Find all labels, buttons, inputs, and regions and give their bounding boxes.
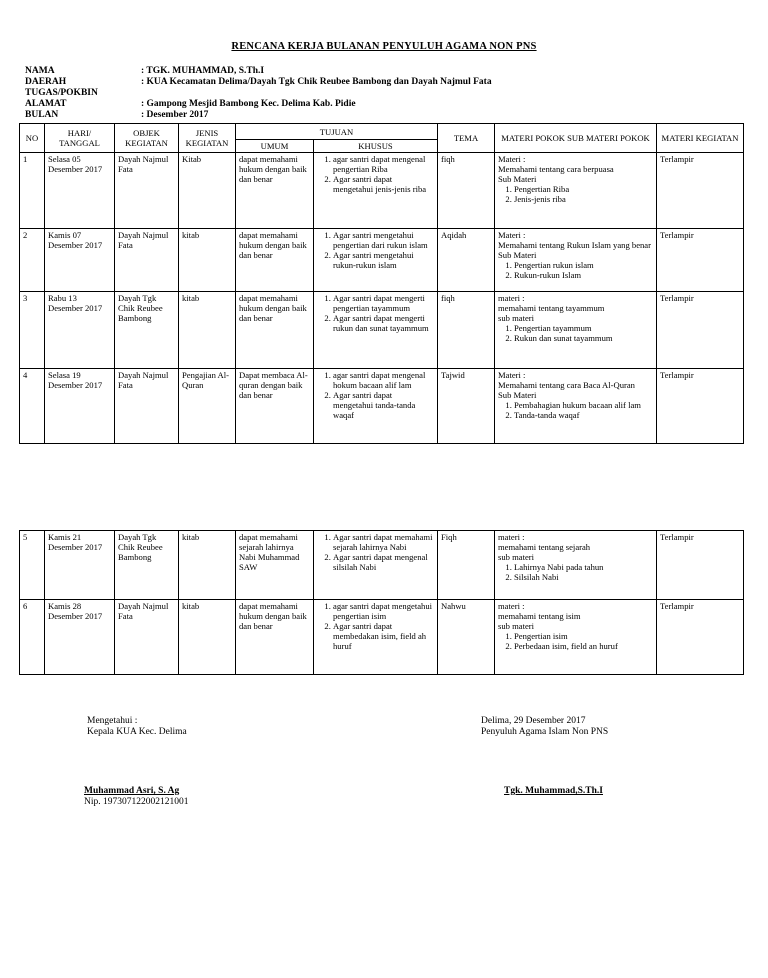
info-row-nama (25, 66, 492, 77)
sub-materi-item: 2. Rukun dan sunat tayammum (514, 333, 653, 343)
row-umum: dapat memahami hukum dengan baik dan benar (236, 600, 314, 675)
row-tema: fiqh (438, 292, 495, 369)
info-value: : TGK. MUHAMMAD, S.Th.I (141, 66, 264, 77)
row-month: Desember 2017 (48, 303, 103, 313)
sub-materi-item: 2. Jenis-jenis riba (514, 194, 653, 204)
row-objek: Dayah Tgk Chik Reubee Bambong (115, 292, 179, 369)
header-objek-kegiatan: OBJEK KEGIATAN (115, 124, 179, 153)
footer-right (481, 716, 608, 738)
row-tema: fiqh (438, 153, 495, 229)
sub-materi-item: 1. Pengertian tayammum (514, 323, 653, 333)
row-month: Desember 2017 (48, 164, 103, 174)
row-no: 1 (20, 153, 45, 229)
row-date (45, 153, 115, 229)
sub-materi-label: sub materi (498, 313, 535, 323)
row-month: Desember 2017 (48, 380, 103, 390)
table-row (20, 600, 744, 675)
row-tema: Tajwid (438, 369, 495, 444)
row-jenis: Pengajian Al-Quran (179, 369, 236, 444)
row-materi (495, 229, 657, 292)
khusus-item: 2. Agar santri dapat membedakan isim, field ah huruf (333, 621, 434, 651)
header-hari-tanggal: HARI/ TANGGAL (45, 124, 115, 153)
row-month: Desember 2017 (48, 240, 103, 250)
row-khusus (314, 531, 438, 600)
row-date (45, 292, 115, 369)
info-value: : Desember 2017 (141, 110, 208, 121)
sub-materi-label: Sub Materi (498, 174, 537, 184)
info-label: NAMA (25, 66, 55, 76)
row-materi-kegiatan: Terlampir (657, 292, 744, 369)
sub-materi-label: sub materi (498, 621, 535, 631)
document-title: RENCANA KERJA BULANAN PENYULUH AGAMA NON PNS (231, 41, 537, 52)
sub-materi-item: 2. Rukun-rukun Islam (514, 270, 653, 280)
row-date (45, 600, 115, 675)
row-jenis: kitab (179, 531, 236, 600)
header-jenis-kegiatan: JENIS KEGIATAN (179, 124, 236, 153)
materi-label: materi : (498, 601, 525, 611)
sub-materi-item: 1. Lahirnya Nabi pada tahun (514, 562, 653, 572)
row-objek: Dayah Tgk Chik Reubee Bambong (115, 531, 179, 600)
row-no: 2 (20, 229, 45, 292)
khusus-item: 2. Agar santri dapat mengerti rukun dan sunat tayammum (333, 313, 434, 333)
row-day: Selasa 19 (48, 370, 81, 380)
row-khusus (314, 369, 438, 444)
khusus-item: 1. agar santri dapat mengetahui pengertian isim (333, 601, 434, 621)
header-umum: UMUM (236, 140, 314, 153)
row-materi (495, 292, 657, 369)
row-khusus (314, 229, 438, 292)
row-materi-kegiatan: Terlampir (657, 153, 744, 229)
materi-label: Materi : (498, 370, 526, 380)
header-tujuan: TUJUAN (236, 124, 438, 140)
row-day: Kamis 21 (48, 532, 82, 542)
sub-materi-item: 1. Pembahagian hukum bacaan alif lam (514, 400, 653, 410)
row-month: Desember 2017 (48, 542, 103, 552)
row-jenis: kitab (179, 229, 236, 292)
materi-text: Memahami tentang cara Baca Al-Quran (498, 380, 635, 390)
sub-materi-label: Sub Materi (498, 250, 537, 260)
materi-text: memahami tentang tayammum (498, 303, 605, 313)
sub-materi-item: 1. Pengertian isim (514, 631, 653, 641)
row-umum: dapat memahami sejarah lahirnya Nabi Muhammad SAW (236, 531, 314, 600)
row-jenis: kitab (179, 292, 236, 369)
row-no: 3 (20, 292, 45, 369)
info-row-daerah (25, 77, 492, 99)
khusus-item: 1. Agar santri dapat memahami sejarah lahirnya Nabi (333, 532, 434, 552)
materi-text: Memahami tentang Rukun Islam yang benar (498, 240, 651, 250)
info-block (25, 66, 492, 121)
row-khusus (314, 292, 438, 369)
row-no: 6 (20, 600, 45, 675)
khusus-item: 1. Agar santri dapat mengerti pengertian tayammum (333, 293, 434, 313)
row-umum: dapat memahami hukum dengan baik dan benar (236, 153, 314, 229)
row-khusus (314, 600, 438, 675)
header-tema: TEMA (438, 124, 495, 153)
sub-materi-label: sub materi (498, 552, 535, 562)
work-plan-table-page-2 (19, 530, 744, 675)
khusus-item: 1. Agar santri mengetahui pengertian dari rukun islam (333, 230, 434, 250)
info-value: : KUA Kecamatan Delima/Dayah Tgk Chik Reubee Bambong dan Dayah Najmul Fata (141, 77, 492, 99)
row-date (45, 369, 115, 444)
header-no: NO (20, 124, 45, 153)
head-kua-nip: Nip. 197307122002121001 (84, 797, 189, 807)
row-tema: Nahwu (438, 600, 495, 675)
row-objek: Dayah Najmul Fata (115, 229, 179, 292)
acknowledged-label: Mengetahui : (87, 716, 138, 726)
materi-label: materi : (498, 293, 525, 303)
place-date: Delima, 29 Desember 2017 (481, 716, 586, 726)
row-day: Kamis 28 (48, 601, 82, 611)
khusus-item: 1. agar santri dapat mengenal hokum bacaan alif lam (333, 370, 434, 390)
row-no: 5 (20, 531, 45, 600)
head-kua-title: Kepala KUA Kec. Delima (87, 727, 187, 737)
info-value: : Gampong Mesjid Bambong Kec. Delima Kab. Pidie (141, 99, 356, 110)
table-row (20, 531, 744, 600)
sub-materi-item: 2. Perbedaan isim, field an huruf (514, 641, 653, 651)
row-umum: dapat memahami hukum dengan baik dan benar (236, 229, 314, 292)
khusus-item: 2. Agar santri dapat mengetahui jenis-jenis riba (333, 174, 434, 194)
row-jenis: kitab (179, 600, 236, 675)
khusus-item: 2. Agar santri mengetahui rukun-rukun islam (333, 250, 434, 270)
materi-text: Memahami tentang cara berpuasa (498, 164, 614, 174)
extension-worker-name: Tgk. Muhammad,S.Th.I (504, 786, 603, 796)
row-materi (495, 153, 657, 229)
head-kua-name: Muhammad Asri, S. Ag (84, 786, 180, 796)
sub-materi-label: Sub Materi (498, 390, 537, 400)
row-materi-kegiatan: Terlampir (657, 229, 744, 292)
header-materi-pokok: MATERI POKOK SUB MATERI POKOK (495, 124, 657, 153)
work-plan-table-page-1 (19, 123, 744, 444)
row-date (45, 531, 115, 600)
row-date (45, 229, 115, 292)
materi-label: Materi : (498, 154, 526, 164)
info-label: BULAN (25, 110, 59, 120)
row-materi (495, 531, 657, 600)
row-month: Desember 2017 (48, 611, 103, 621)
footer-left (87, 716, 187, 738)
row-materi-kegiatan: Terlampir (657, 600, 744, 675)
row-day: Selasa 05 (48, 154, 81, 164)
khusus-item: 2. Agar santri dapat mengetahui tanda-tanda waqaf (333, 390, 434, 420)
materi-label: Materi : (498, 230, 526, 240)
row-materi-kegiatan: Terlampir (657, 531, 744, 600)
extension-worker-title: Penyuluh Agama Islam Non PNS (481, 727, 609, 737)
row-umum: Dapat membaca Al-quran dengan baik dan benar (236, 369, 314, 444)
sub-materi-item: 1. Pengertian rukun islam (514, 260, 653, 270)
row-tema: Aqidah (438, 229, 495, 292)
row-day: Rabu 13 (48, 293, 77, 303)
sub-materi-item: 2. Silsilah Nabi (514, 572, 653, 582)
khusus-item: 1. agar santri dapat mengenal pengertian Riba (333, 154, 434, 174)
row-khusus (314, 153, 438, 229)
row-materi-kegiatan: Terlampir (657, 369, 744, 444)
info-row-bulan (25, 110, 492, 121)
sub-materi-item: 1. Pengertian Riba (514, 184, 653, 194)
row-objek: Dayah Najmul Fata (115, 153, 179, 229)
row-no: 4 (20, 369, 45, 444)
row-objek: Dayah Najmul Fata (115, 600, 179, 675)
materi-text: memahami tentang isim (498, 611, 581, 621)
row-materi (495, 369, 657, 444)
sub-materi-item: 2. Tanda-tanda waqaf (514, 410, 653, 420)
row-umum: dapat memahami hukum dengan baik dan benar (236, 292, 314, 369)
info-label: ALAMAT (25, 99, 67, 109)
table-row (20, 153, 744, 229)
table-row (20, 369, 744, 444)
khusus-item: 2. Agar santri dapat mengenal silsilah Nabi (333, 552, 434, 572)
row-jenis: Kitab (179, 153, 236, 229)
materi-label: materi : (498, 532, 525, 542)
row-day: Kamis 07 (48, 230, 82, 240)
row-materi (495, 600, 657, 675)
materi-text: memahami tentang sejarah (498, 542, 591, 552)
info-row-alamat (25, 99, 492, 110)
row-tema: Fiqh (438, 531, 495, 600)
info-label: DAERAH TUGAS/POKBIN (25, 77, 98, 98)
table-row (20, 292, 744, 369)
table-row (20, 229, 744, 292)
row-objek: Dayah Najmul Fata (115, 369, 179, 444)
header-khusus: KHUSUS (314, 140, 438, 153)
header-materi-kegiatan: MATERI KEGIATAN (657, 124, 744, 153)
